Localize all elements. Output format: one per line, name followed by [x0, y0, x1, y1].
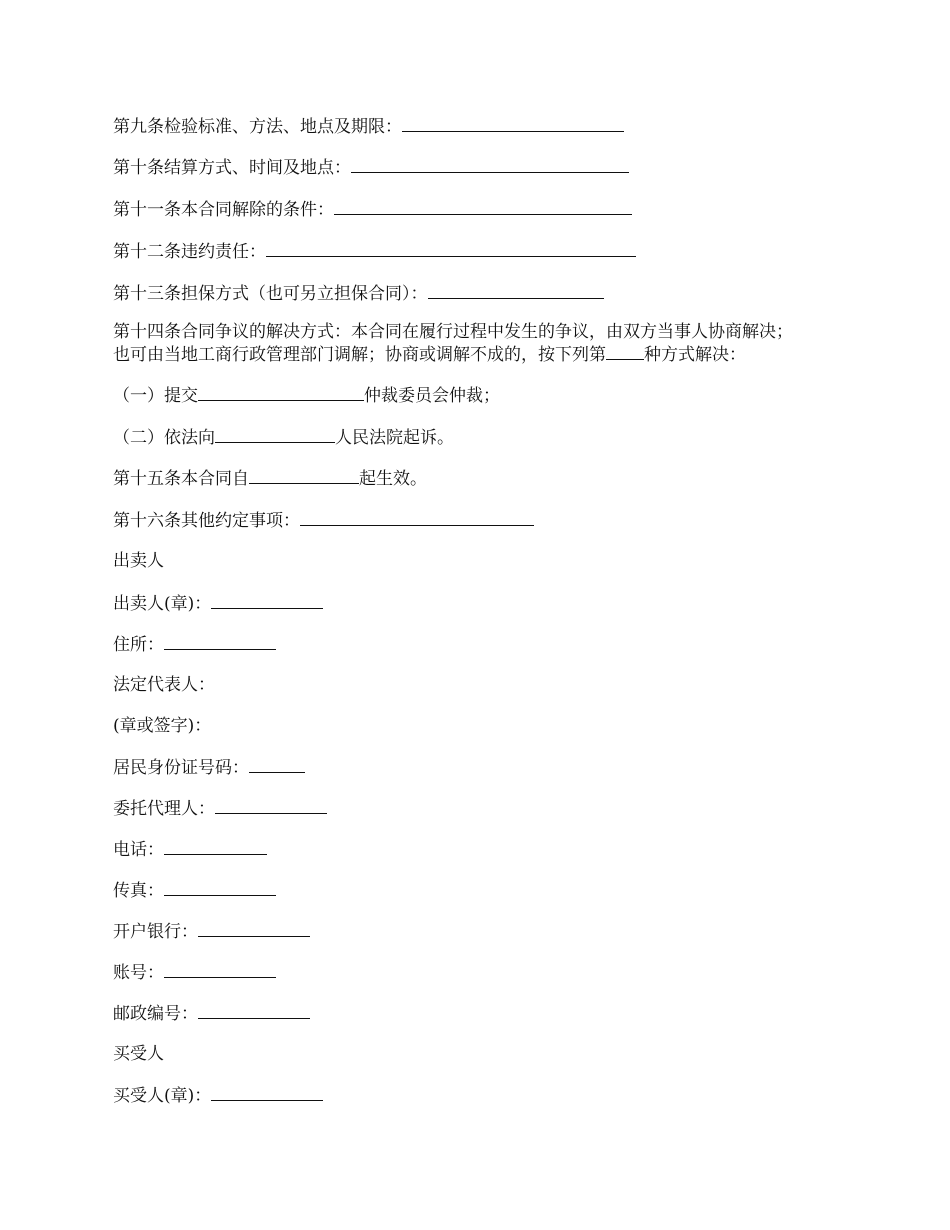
seller-id-number-label: 居民身份证号码： [113, 758, 249, 778]
seller-address-blank [164, 633, 276, 650]
option-2-blank [215, 426, 335, 443]
clause-15-text-a: 第十五条本合同自 [113, 469, 249, 489]
clause-10-blank [351, 156, 629, 173]
seller-sign: (章或签字)： [113, 716, 212, 736]
seller-agent [113, 797, 327, 820]
option-1-blank [198, 384, 364, 401]
seller-account [113, 961, 276, 984]
seller-bank-label: 开户银行： [113, 922, 198, 942]
clause-12-text: 第十二条违约责任： [113, 242, 266, 262]
seller-legal-rep: 法定代表人： [113, 675, 215, 695]
clause-10 [113, 156, 629, 179]
clause-14-line-2 [113, 343, 873, 366]
clause-12 [113, 240, 636, 263]
option-2 [113, 426, 454, 449]
seller-id-number-blank [249, 756, 305, 773]
clause-11-text: 第十一条本合同解除的条件： [113, 200, 334, 220]
seller-postcode-blank [198, 1002, 310, 1019]
seller-address-label: 住所： [113, 635, 164, 655]
seller-fax [113, 879, 276, 902]
clause-14-choice-blank [606, 343, 644, 360]
seller-seal-blank [211, 592, 323, 609]
seller-id-number [113, 756, 305, 779]
clause-13 [113, 282, 604, 305]
option-1 [113, 384, 500, 407]
clause-9 [113, 115, 624, 138]
clause-16 [113, 509, 534, 532]
clause-14-line-2-b: 种方式解决： [644, 345, 746, 365]
seller-heading: 出卖人 [113, 551, 164, 571]
seller-postcode-label: 邮政编号： [113, 1004, 198, 1024]
buyer-seal-label: 买受人(章)： [113, 1086, 212, 1106]
clause-10-text: 第十条结算方式、时间及地点： [113, 158, 351, 178]
buyer-seal-blank [211, 1084, 323, 1101]
clause-16-blank [300, 509, 534, 526]
clause-13-text: 第十三条担保方式（也可另立担保合同）： [113, 284, 428, 304]
clause-11 [113, 198, 632, 221]
seller-phone-label: 电话： [113, 840, 164, 860]
seller-phone [113, 838, 267, 861]
clause-16-text: 第十六条其他约定事项： [113, 511, 300, 531]
clause-14-line-2-a: 也可由当地工商行政管理部门调解；协商或调解不成的，按下列第 [113, 345, 606, 365]
clause-13-blank [428, 282, 604, 299]
seller-agent-label: 委托代理人： [113, 799, 215, 819]
option-2-text-b: 人民法院起诉。 [335, 428, 454, 448]
clause-15-text-b: 起生效。 [359, 469, 427, 489]
clause-9-text: 第九条检验标准、方法、地点及期限： [113, 117, 402, 137]
seller-fax-label: 传真： [113, 881, 164, 901]
option-1-text-a: （一）提交 [113, 386, 198, 406]
seller-postcode [113, 1002, 310, 1025]
buyer-heading: 买受人 [113, 1044, 164, 1064]
option-1-text-b: 仲裁委员会仲裁； [364, 386, 500, 406]
seller-seal-label: 出卖人(章)： [113, 594, 212, 614]
clause-15-blank [249, 467, 359, 484]
seller-phone-blank [164, 838, 267, 855]
option-2-text-a: （二）依法向 [113, 428, 215, 448]
clause-14 [113, 321, 873, 366]
clause-9-blank [402, 115, 624, 132]
seller-account-label: 账号： [113, 963, 164, 983]
seller-agent-blank [215, 797, 327, 814]
seller-account-blank [164, 961, 276, 978]
clause-14-line-1: 第十四条合同争议的解决方式：本合同在履行过程中发生的争议，由双方当事人协商解决； [113, 322, 793, 342]
clause-12-blank [266, 240, 636, 257]
buyer-seal [113, 1084, 323, 1107]
seller-bank-blank [198, 920, 310, 937]
seller-seal [113, 592, 323, 615]
seller-fax-blank [164, 879, 276, 896]
clause-15 [113, 467, 427, 490]
seller-address [113, 633, 276, 656]
clause-11-blank [334, 198, 632, 215]
seller-bank [113, 920, 310, 943]
